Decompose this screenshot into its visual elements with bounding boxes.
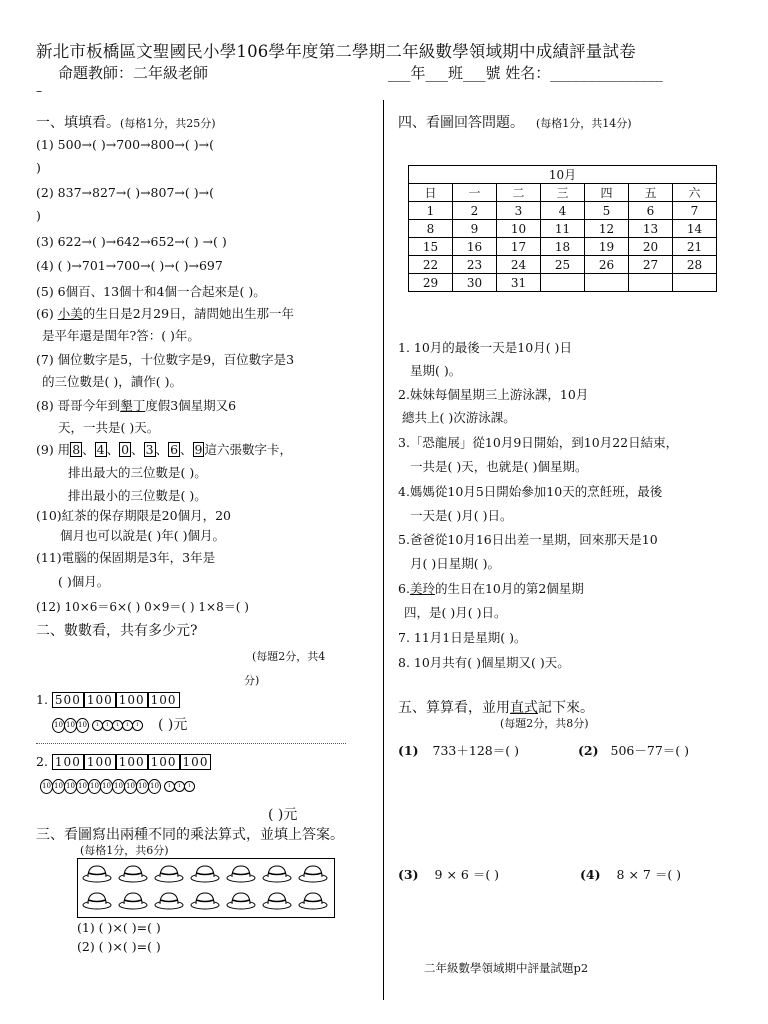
- s1-q4: (4) ( )→701→700→( )→( )→697: [36, 258, 223, 273]
- s4-q3: 3.「恐龍展」從10月9日開始，到10月22日結束，: [398, 435, 679, 450]
- section5-score: (每題2分，共8分): [500, 717, 589, 730]
- section4-title: 四、看圖回答問題。: [398, 115, 524, 131]
- s4-q6: [398, 579, 584, 597]
- calendar-day: 9: [453, 220, 497, 238]
- coin-10: 10: [64, 779, 77, 794]
- s5-p1-text: 733＋128＝( ): [432, 743, 519, 758]
- weekday: 三: [541, 184, 585, 202]
- coin-1: 1: [92, 720, 103, 731]
- calendar-week: [409, 220, 717, 238]
- s1-q11: (11)電腦的保固期是3年，3年是: [36, 550, 216, 565]
- dotted-separator: [36, 743, 346, 744]
- s3-answer-2: (2) ( )×( )=( ): [77, 939, 161, 954]
- calendar-day: 25: [541, 256, 585, 274]
- section3-heading: 三、看圖寫出兩種不同的乘法算式，並填上答案。: [36, 827, 344, 843]
- banknote: 500: [52, 692, 84, 708]
- coin-10: 10: [88, 779, 101, 794]
- s1-q9-post: 這六張數字卡，: [204, 442, 292, 457]
- s4-q3-answer: 一共是( )天，也就是( )個星期。: [410, 459, 588, 474]
- s5-p2-text: 506－77＝( ): [610, 743, 690, 758]
- s1-q9-max: 排出最大的三位數是( )。: [68, 465, 207, 480]
- banknote: 100: [116, 754, 148, 770]
- calendar-day: 12: [585, 220, 629, 238]
- s1-q8-place: 墾丁: [120, 398, 146, 413]
- s4-q6-num: 6.: [398, 581, 410, 596]
- s4-q6-text: 的生日在10月的第2個星期: [434, 581, 584, 596]
- calendar-day: 14: [673, 220, 717, 238]
- s1-q7-answer: 的三位數是( )，讀作( )。: [42, 374, 182, 389]
- section4-score: (每格1分，共14分): [535, 117, 632, 130]
- hat-row-1: [83, 866, 327, 882]
- calendar-week: [409, 256, 717, 274]
- calendar-day: 30: [453, 274, 497, 292]
- s4-q2-answer: 總共上( )次游泳課。: [402, 410, 516, 425]
- s5-p2-label: (2): [578, 743, 599, 758]
- s1-q9-text: (9) 用: [36, 442, 71, 457]
- section5-heading: [398, 697, 594, 717]
- section1-heading: [36, 112, 216, 132]
- coin-10: 10: [112, 779, 125, 794]
- calendar-week: [409, 202, 717, 220]
- october-calendar: [408, 165, 717, 292]
- section2-score: (每題2分，共4: [252, 650, 326, 663]
- money-q2-number: 2.: [36, 754, 48, 769]
- calendar-day: 4: [541, 202, 585, 220]
- calendar-day: [629, 274, 673, 292]
- calendar-day: 10: [497, 220, 541, 238]
- calendar-day: 7: [673, 202, 717, 220]
- page-footer: 二年級數學領域期中評量試題p2: [424, 961, 589, 975]
- s1-q2: (2) 837→827→( )→807→( )→(: [36, 185, 214, 200]
- calendar-day: 23: [453, 256, 497, 274]
- hats-picture: [77, 858, 335, 918]
- s1-q9-min: 排出最小的三位數是( )。: [68, 488, 207, 503]
- digit-card: 0: [121, 442, 130, 457]
- calendar-day: 16: [453, 238, 497, 256]
- calendar-day: 8: [409, 220, 453, 238]
- section5-title-end: 記下來。: [538, 700, 594, 716]
- calendar-day: 20: [629, 238, 673, 256]
- s5-problem-4: [580, 865, 681, 883]
- s1-q6-text: 的生日是2月29日，請問她出生那一年: [82, 306, 295, 321]
- calendar-weekdays: [409, 184, 717, 202]
- money-q1-number: 1.: [36, 692, 48, 707]
- calendar-day: 17: [497, 238, 541, 256]
- calendar-day: 31: [497, 274, 541, 292]
- s1-q1-tail: ): [36, 160, 41, 175]
- s1-q3: (3) 622→( )→642→652→( ) →( ): [36, 234, 227, 249]
- banknote: 100: [84, 754, 116, 770]
- coin-10: 10: [64, 718, 77, 733]
- calendar-day: 11: [541, 220, 585, 238]
- calendar-day: 5: [585, 202, 629, 220]
- money-q1: [36, 692, 180, 708]
- coin-1: 1: [112, 720, 123, 731]
- s1-q9: (9) 用 8 、 4 、 0 、 3 、 6 、 9 這六張數字卡，: [36, 442, 292, 457]
- digit-card: 6: [170, 442, 179, 457]
- s4-q1: 1. 10月的最後一天是10月( )日: [398, 340, 572, 355]
- digit-card: 4: [96, 442, 105, 457]
- s1-q6: [36, 304, 294, 322]
- s1-q8-text: (8) 哥哥今年到: [36, 398, 121, 413]
- teacher-line: 命題教師：二年級老師: [58, 64, 209, 82]
- s4-q6-answer: 四，是( )月( )日。: [404, 605, 507, 620]
- s4-q4: 4.媽媽從10月5日開始參加10天的烹飪班，最後: [398, 484, 663, 499]
- calendar-day: [585, 274, 629, 292]
- s1-q6-name: 小美: [57, 306, 83, 321]
- weekday: 五: [629, 184, 673, 202]
- weekday: 四: [585, 184, 629, 202]
- coin-10: 10: [148, 779, 161, 794]
- student-info-line: ___年___班___號 姓名：_______________: [388, 64, 663, 82]
- page-title: 新北市板橋區文聖國民小學106學年度第二學期二年級數學領域期中成績評量試卷: [36, 42, 636, 61]
- digit-card: 9: [194, 442, 203, 457]
- hats-illustration: [78, 859, 334, 917]
- s4-q2: 2.妹妹每個星期三上游泳課，10月: [398, 387, 589, 402]
- s1-q8-rest: 度假3個星期又6: [145, 398, 237, 413]
- s1-q8: [36, 396, 236, 414]
- money-q1-answer: ( )元: [157, 717, 188, 733]
- coin-10: 10: [100, 779, 113, 794]
- section5-title: 五、算算看，並用: [398, 700, 510, 716]
- section1-score: (每格1分，共25分): [120, 117, 216, 130]
- calendar-day: 24: [497, 256, 541, 274]
- s4-q1-answer: 星期( )。: [410, 363, 462, 378]
- s3-answer-1: (1) ( )×( )=( ): [77, 920, 161, 935]
- banknote: 100: [116, 692, 148, 708]
- s5-problem-3: [398, 865, 499, 883]
- s1-q11-answer: ( )個月。: [58, 574, 110, 589]
- money-q2: [36, 754, 211, 770]
- coin-10: 10: [52, 779, 65, 794]
- weekday: 一: [453, 184, 497, 202]
- s4-q5: 5.爸爸從10月16日出差一星期，回來那天是10: [398, 532, 658, 547]
- hat-row-2: [83, 893, 327, 909]
- s1-q2-tail: ): [36, 208, 41, 223]
- s5-p4-label: (4): [580, 867, 601, 882]
- section2-heading: 二、數數看，共有多少元?: [36, 623, 198, 639]
- s5-p3-text: 9 × 6 ＝( ): [434, 867, 500, 882]
- s4-q4-answer: 一天是( )月( )日。: [410, 508, 513, 523]
- s5-p3-label: (3): [398, 867, 419, 882]
- calendar-day: 22: [409, 256, 453, 274]
- coin-10: 10: [52, 718, 65, 733]
- calendar-day: 1: [409, 202, 453, 220]
- s1-q6-answer: 是平年還是閏年?答：( )年。: [42, 328, 200, 343]
- money-q1-coins: [52, 714, 187, 734]
- coin-1: 1: [102, 720, 113, 731]
- s1-q6-num: (6): [36, 306, 58, 321]
- s1-q7: (7) 個位數字是5，十位數字是9，百位數字是3: [36, 352, 295, 367]
- calendar-week: [409, 238, 717, 256]
- header-dash: –: [36, 84, 42, 98]
- coin-1: 1: [174, 781, 185, 792]
- calendar-month: 10月: [409, 166, 717, 184]
- calendar-day: 29: [409, 274, 453, 292]
- section5-vertical: 直式: [510, 700, 538, 716]
- s4-q5-answer: 月( )日星期( )。: [410, 556, 500, 571]
- coin-1: 1: [132, 720, 143, 731]
- weekday: 二: [497, 184, 541, 202]
- coin-1: 1: [164, 781, 175, 792]
- banknote: 100: [52, 754, 84, 770]
- calendar-week: [409, 274, 717, 292]
- banknote: 100: [148, 754, 180, 770]
- s1-q10-answer: 個月也可以說是( )年( )個月。: [60, 528, 225, 543]
- digit-card: 3: [145, 442, 154, 457]
- s1-q8-answer: 天，一共是( )天。: [58, 420, 160, 435]
- section1-title: 一、填填看。: [36, 115, 120, 131]
- calendar-day: [673, 274, 717, 292]
- coin-10: 10: [124, 779, 137, 794]
- s1-q12: (12) 10×6＝6×( ) 0×9＝( ) 1×8＝( ): [36, 600, 249, 614]
- calendar-day: [541, 274, 585, 292]
- s5-p1-label: (1): [398, 743, 419, 758]
- coin-10: 10: [40, 779, 53, 794]
- calendar-day: 21: [673, 238, 717, 256]
- s1-q1: (1) 500→( )→700→800→( )→(: [36, 137, 214, 152]
- section4-heading: [398, 112, 632, 132]
- s5-problem-1: [398, 741, 519, 759]
- banknote: 100: [84, 692, 116, 708]
- s1-q5: (5) 6個百、13個十和4個一合起來是( )。: [36, 284, 266, 299]
- weekday: 六: [673, 184, 717, 202]
- coin-1: 1: [184, 781, 195, 792]
- banknote: 100: [180, 754, 212, 770]
- coin-10: 10: [76, 779, 89, 794]
- s4-q7: 7. 11月1日是星期( )。: [398, 630, 527, 645]
- coin-10: 10: [136, 779, 149, 794]
- s5-problem-2: [578, 741, 689, 759]
- calendar-day: 26: [585, 256, 629, 274]
- calendar-day: 27: [629, 256, 673, 274]
- money-q2-answer: ( )元: [268, 807, 298, 823]
- calendar-day: 18: [541, 238, 585, 256]
- weekday: 日: [409, 184, 453, 202]
- s1-q10: (10)紅茶的保存期限是20個月，20: [36, 508, 231, 523]
- section2-score-tail: 分): [244, 674, 260, 687]
- money-q2-coins: [40, 778, 194, 794]
- coin-10: 10: [76, 718, 89, 733]
- calendar-day: 19: [585, 238, 629, 256]
- coin-1: 1: [122, 720, 133, 731]
- calendar-day: 3: [497, 202, 541, 220]
- digit-card: 8: [72, 442, 81, 457]
- calendar-day: 15: [409, 238, 453, 256]
- calendar-day: 2: [453, 202, 497, 220]
- calendar-day: 28: [673, 256, 717, 274]
- s4-q6-name: 美玲: [409, 581, 435, 596]
- s5-p4-text: 8 × 7 ＝( ): [616, 867, 682, 882]
- calendar-day: 13: [629, 220, 673, 238]
- section3-score: (每格1分，共6分): [80, 844, 169, 857]
- calendar-day: 6: [629, 202, 673, 220]
- s4-q8: 8. 10月共有( )個星期又( )天。: [398, 655, 570, 670]
- banknote: 100: [148, 692, 180, 708]
- column-divider: [383, 100, 384, 1000]
